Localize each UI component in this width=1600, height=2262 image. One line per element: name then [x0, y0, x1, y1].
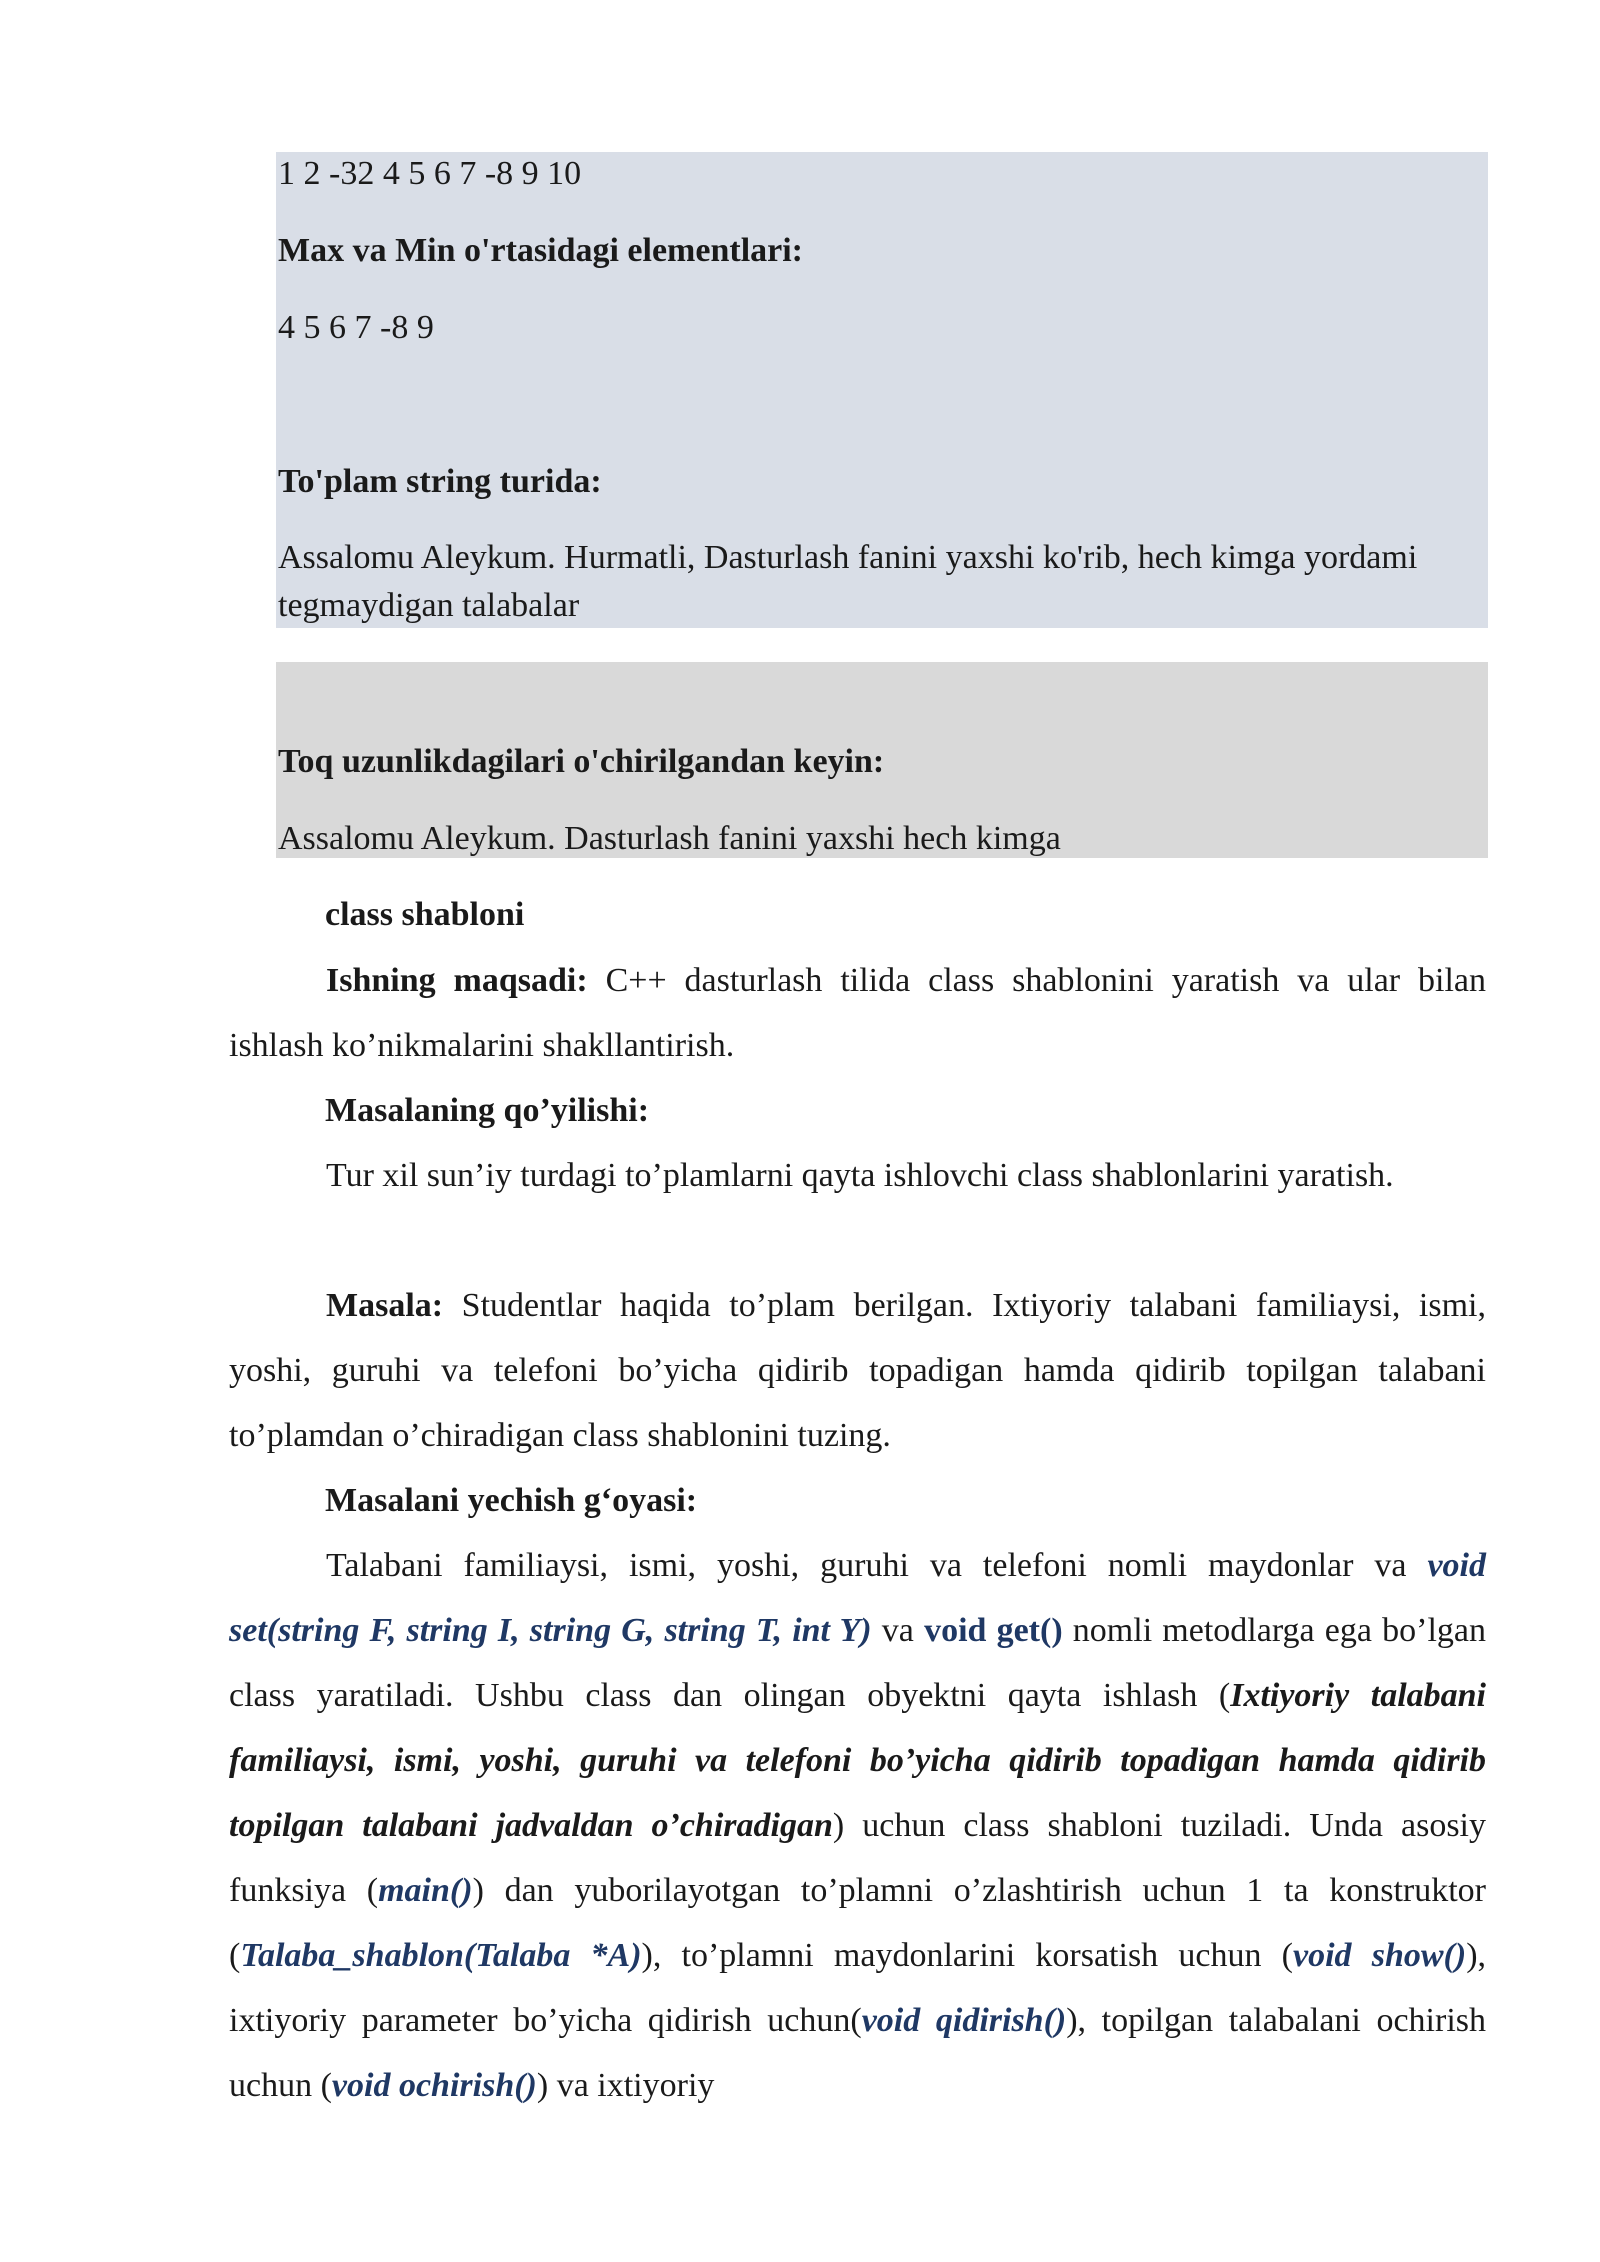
statement-paragraph: Tur xil sun’iy turdagi to’plamlarni qayta ishlovchi class shablonlarini yaratish. — [326, 1157, 1394, 1194]
idea-text: ), topilgan talabalani ochirish uchun ( — [229, 2002, 1487, 2104]
after-label: Toq uzunlikdagilari o'chirilgandan keyin: — [278, 743, 885, 780]
after-value: Assalomu Aleykum. Dasturlash fanini yaxshi hech kimga — [278, 820, 1061, 857]
goal-paragraph — [229, 948, 1486, 1078]
idea-text: ) va ixtiyoriy — [536, 2067, 715, 2104]
goal-label: Ishning maqsadi: — [326, 962, 588, 999]
idea-emphasis: Ixtiyoriy talabani familiaysi, ismi, yoshi, guruhi va telefoni bo’yicha qidirib topadigan hamda qidirib topilgan talabani jadvaldan o’chiradigan — [229, 1677, 1486, 1844]
idea-heading: Masalani yechish g‘oyasi: — [325, 1482, 698, 1519]
task-label: Masala: — [326, 1287, 444, 1324]
task-text: Studentlar haqida to’plam berilgan. Ixtiyoriy talabani familiaysi, ismi, yoshi, guruhi va telefoni bo’yicha qidirib topadigan hamda qidirib topilgan talabani to’plamdan o’chiradigan class shablonini tuzing. — [229, 1287, 1486, 1454]
between-values: 4 5 6 7 -8 9 — [278, 309, 434, 346]
idea-text: va — [871, 1612, 925, 1649]
code-show: void show() — [1292, 1937, 1467, 1974]
code-main: main() — [378, 1872, 473, 1909]
string-value: Assalomu Aleykum. Hurmatli, Dasturlash fanini yaxshi ko'rib, hech kimga yordami tegmaydigan talabalar — [278, 539, 1418, 624]
idea-paragraph — [229, 1533, 1486, 2118]
code-get-method: void get() — [924, 1612, 1063, 1649]
statement-heading: Masalaning qo’yilishi: — [325, 1092, 650, 1129]
section-title: class shabloni — [325, 896, 525, 933]
string-label: To'plam string turida: — [278, 463, 602, 500]
idea-text: nomli metodlarga ega bo’lgan class yaratiladi. Ushbu class dan olingan obyektni qayta ishlash ( — [229, 1612, 1486, 1714]
idea-text: Talabani familiaysi, ismi, yoshi, guruhi va telefoni nomli maydonlar va — [326, 1547, 1428, 1584]
idea-text: ) dan yuborilayotgan to’plamni o’zlashtirish uchun 1 ta konstruktor ( — [229, 1872, 1486, 1974]
code-set-method: void set(string F, string I, string G, string T, int Y) — [229, 1547, 1486, 1649]
idea-text: ), ixtiyoriy parameter bo’yicha qidirish uchun( — [229, 1937, 1487, 2039]
code-ochirish: void ochirish() — [331, 2067, 537, 2104]
code-qidirish: void qidirish() — [861, 2002, 1067, 2039]
array-line: 1 2 -32 4 5 6 7 -8 9 10 — [278, 155, 582, 192]
idea-text: ) uchun class shabloni tuziladi. Unda asosiy funksiya ( — [229, 1807, 1486, 1909]
between-label: Max va Min o'rtasidagi elementlari: — [278, 232, 804, 269]
idea-text: ), to’plamni maydonlarini korsatish uchun ( — [641, 1937, 1293, 1974]
code-constructor: Talaba_shablon(Talaba *A) — [240, 1937, 642, 1974]
task-paragraph — [229, 1273, 1486, 1468]
goal-text: C++ dasturlash tilida class shablonini yaratish va ular bilan ishlash ko’nikmalarini shakllantirish. — [229, 962, 1487, 1064]
